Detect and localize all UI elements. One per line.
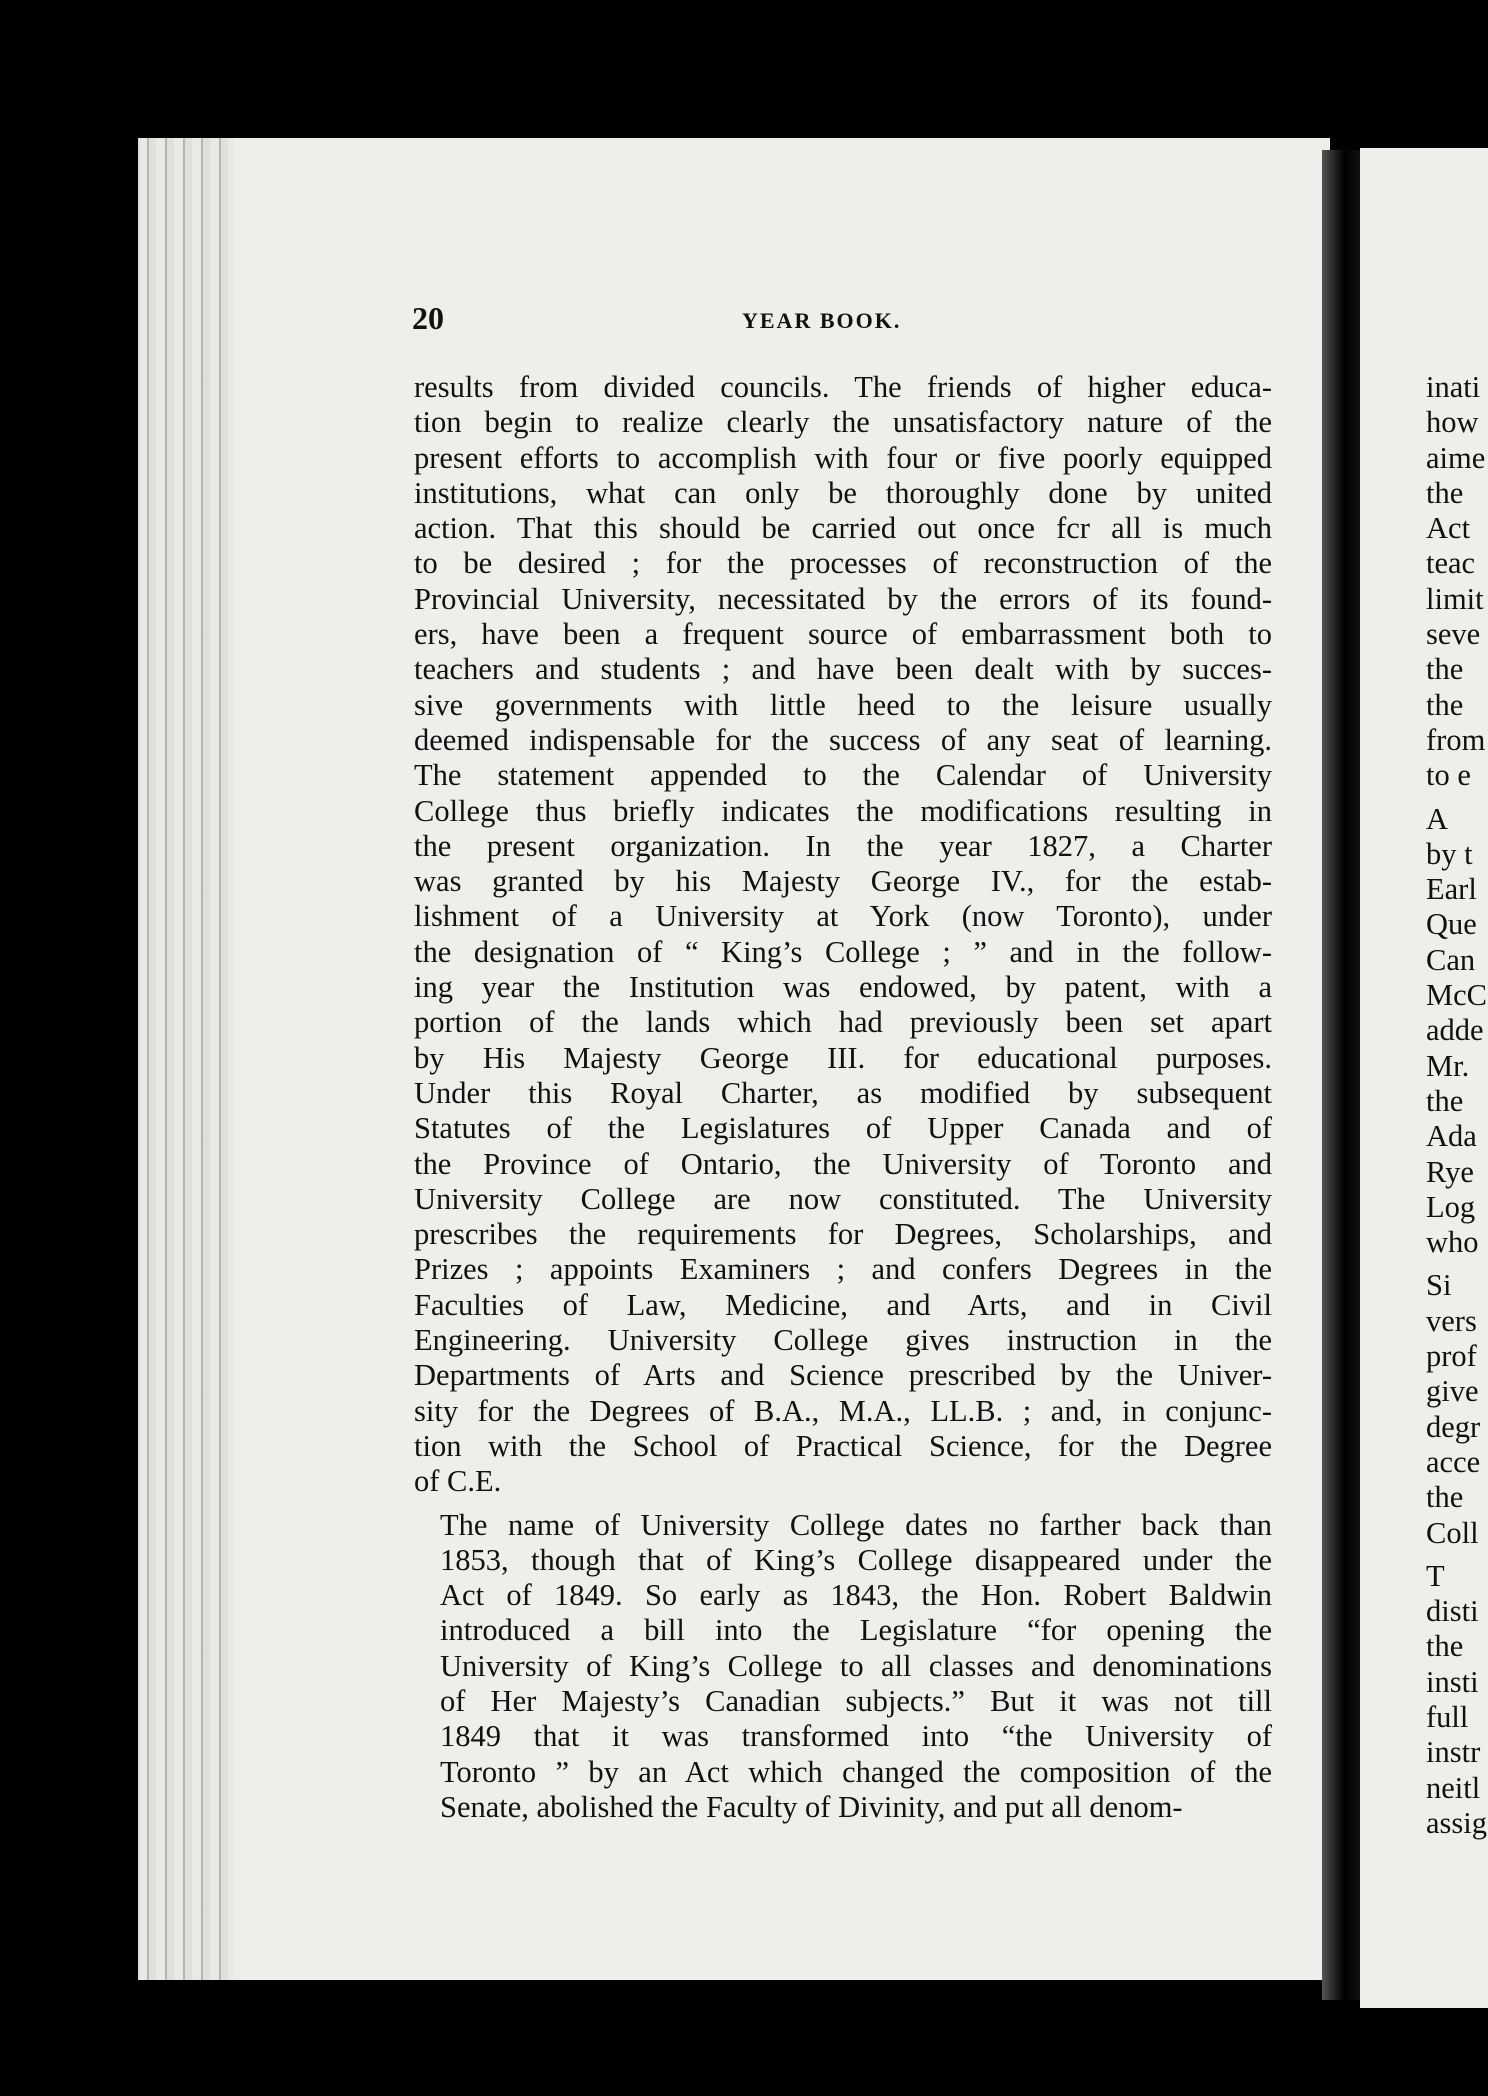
text-line: Prizes ; appoints Examiners ; and confers Degrees in the	[414, 1252, 1272, 1287]
text-line: was granted by his Majesty George IV., for the estab-	[414, 864, 1272, 899]
right-page-line-fragment: Can	[1426, 942, 1476, 977]
right-page-text	[1426, 370, 1488, 1841]
text-line: action. That this should be carried out once fcr all is much	[414, 511, 1272, 546]
right-page-line-fragment: Act	[1426, 511, 1471, 546]
right-page-line-fragment: Log	[1426, 1189, 1476, 1224]
right-page-line-fragment: vers	[1426, 1303, 1477, 1338]
right-page-line-fragment: degr	[1426, 1409, 1481, 1444]
right-page-line-fragment: to e	[1426, 758, 1471, 793]
text-line: Faculties of Law, Medicine, and Arts, and in Civil	[414, 1287, 1272, 1322]
text-line: of C.E.	[414, 1464, 502, 1499]
page-number: 20	[412, 300, 444, 336]
text-line: 1849 that it was transformed into “the University of	[440, 1719, 1272, 1754]
right-page-line-fragment: McC	[1426, 978, 1487, 1013]
right-page-line-fragment: limit	[1426, 581, 1484, 616]
right-page-line-fragment: the	[1426, 687, 1464, 722]
text-line: 1853, though that of King’s College disappeared under the	[440, 1542, 1272, 1577]
right-page-line-fragment: full	[1426, 1699, 1469, 1734]
right-page-line-fragment: by t	[1426, 836, 1473, 871]
text-line: teachers and students ; and have been dealt with by succes-	[414, 652, 1272, 687]
right-page-line-fragment: T	[1426, 1558, 1445, 1593]
text-line: Under this Royal Charter, as modified by subsequent	[414, 1075, 1272, 1110]
text-line: sive governments with little heed to the leisure usually	[414, 687, 1272, 722]
right-page-line-fragment: Mr.	[1426, 1048, 1470, 1083]
right-page-line-fragment: A	[1426, 801, 1449, 836]
text-line: Act of 1849. So early as 1843, the Hon. Robert Baldwin	[440, 1578, 1272, 1613]
right-page-line-fragment: assig	[1426, 1805, 1487, 1840]
right-page-line-fragment: Si	[1426, 1268, 1452, 1303]
right-page-line-fragment: the	[1426, 1083, 1464, 1118]
right-page-line-fragment: inati	[1426, 370, 1481, 404]
right-page-line-fragment: seve	[1426, 617, 1481, 652]
text-line: ing year the Institution was endowed, by patent, with a	[414, 970, 1272, 1005]
right-page-line-fragment: Rye	[1426, 1154, 1474, 1189]
text-line: The name of University College dates no farther back than	[440, 1507, 1272, 1542]
right-page-line-fragment: Que	[1426, 907, 1477, 942]
right-page-line-fragment: teac	[1426, 546, 1476, 581]
right-page-line-fragment: instr	[1426, 1735, 1481, 1770]
text-line: of Her Majesty’s Canadian subjects.” But it was not till	[440, 1683, 1272, 1718]
text-line: sity for the Degrees of B.A., M.A., LL.B. ; and, in conjunc-	[414, 1393, 1272, 1428]
right-page-line-fragment: insti	[1426, 1664, 1479, 1699]
text-line: lishment of a University at York (now Toronto), under	[414, 899, 1272, 934]
right-page-line-fragment: aime	[1426, 440, 1486, 475]
right-page-line-fragment: Earl	[1426, 872, 1477, 907]
text-line: tion begin to realize clearly the unsatisfactory nature of the	[414, 405, 1272, 440]
right-page-line-fragment: disti	[1426, 1594, 1479, 1629]
text-line: tion with the School of Practical Science, for the Degree	[414, 1428, 1272, 1463]
text-line: University College are now constituted. The University	[414, 1181, 1272, 1216]
running-head: YEAR BOOK.	[742, 308, 902, 333]
body-text	[414, 370, 1272, 1825]
text-line: present efforts to accomplish with four or five poorly equipped	[414, 440, 1272, 475]
page-edge-stripes	[138, 138, 234, 1980]
right-page-line-fragment: how	[1426, 405, 1479, 440]
text-line: ers, have been a frequent source of embarrassment both to	[414, 617, 1272, 652]
right-page-line-fragment: the	[1426, 1629, 1464, 1664]
text-line: by His Majesty George III. for educational purposes.	[414, 1040, 1272, 1075]
book-gutter	[1322, 150, 1360, 2000]
page-header	[412, 300, 1272, 340]
text-line: institutions, what can only be thoroughly done by united	[414, 475, 1272, 510]
right-page-line-fragment: who	[1426, 1225, 1479, 1260]
text-line: the present organization. In the year 1827, a Charter	[414, 828, 1272, 863]
right-page-line-fragment: acce	[1426, 1444, 1481, 1479]
text-line: College thus briefly indicates the modifications resulting in	[414, 793, 1272, 828]
text-line: prescribes the requirements for Degrees, Scholarships, and	[414, 1217, 1272, 1252]
text-line: the Province of Ontario, the University of Toronto and	[414, 1146, 1272, 1181]
text-line: the designation of “ King’s College ; ” and in the follow-	[414, 934, 1272, 969]
text-line: deemed indispensable for the success of any seat of learning.	[414, 722, 1272, 757]
right-page-line-fragment: Coll	[1426, 1515, 1479, 1550]
text-line: Engineering. University College gives instruction in the	[414, 1323, 1272, 1358]
right-page-line-fragment: prof	[1426, 1339, 1477, 1374]
right-page-line-fragment: neitl	[1426, 1770, 1481, 1805]
right-page-line-fragment: the	[1426, 652, 1464, 687]
text-line: Departments of Arts and Science prescribed by the Univer-	[414, 1358, 1272, 1393]
right-page-line-fragment: give	[1426, 1374, 1479, 1409]
right-page-line-fragment: Ada	[1426, 1119, 1477, 1154]
right-page-line-fragment: the	[1426, 475, 1464, 510]
text-line: Provincial University, necessitated by the errors of its found-	[414, 581, 1272, 616]
right-page-line-fragment: adde	[1426, 1013, 1484, 1048]
text-line: Toronto ” by an Act which changed the composition of the	[440, 1754, 1272, 1789]
text-line: University of King’s College to all classes and denominations	[440, 1648, 1272, 1683]
text-line: Statutes of the Legislatures of Upper Canada and of	[414, 1111, 1272, 1146]
text-line: The statement appended to the Calendar of University	[414, 758, 1272, 793]
right-page-line-fragment: from	[1426, 722, 1486, 757]
text-line: results from divided councils. The friends of higher educa-	[414, 370, 1272, 404]
paragraph-2	[414, 1508, 1272, 1826]
paragraph-1	[414, 370, 1272, 1500]
text-line: Senate, abolished the Faculty of Divinity, and put all denom-	[440, 1789, 1183, 1824]
text-line: introduced a bill into the Legislature “for opening the	[440, 1613, 1272, 1648]
text-line: portion of the lands which had previously been set apart	[414, 1005, 1272, 1040]
right-page-line-fragment: the	[1426, 1480, 1464, 1515]
text-line: to be desired ; for the processes of reconstruction of the	[414, 546, 1272, 581]
